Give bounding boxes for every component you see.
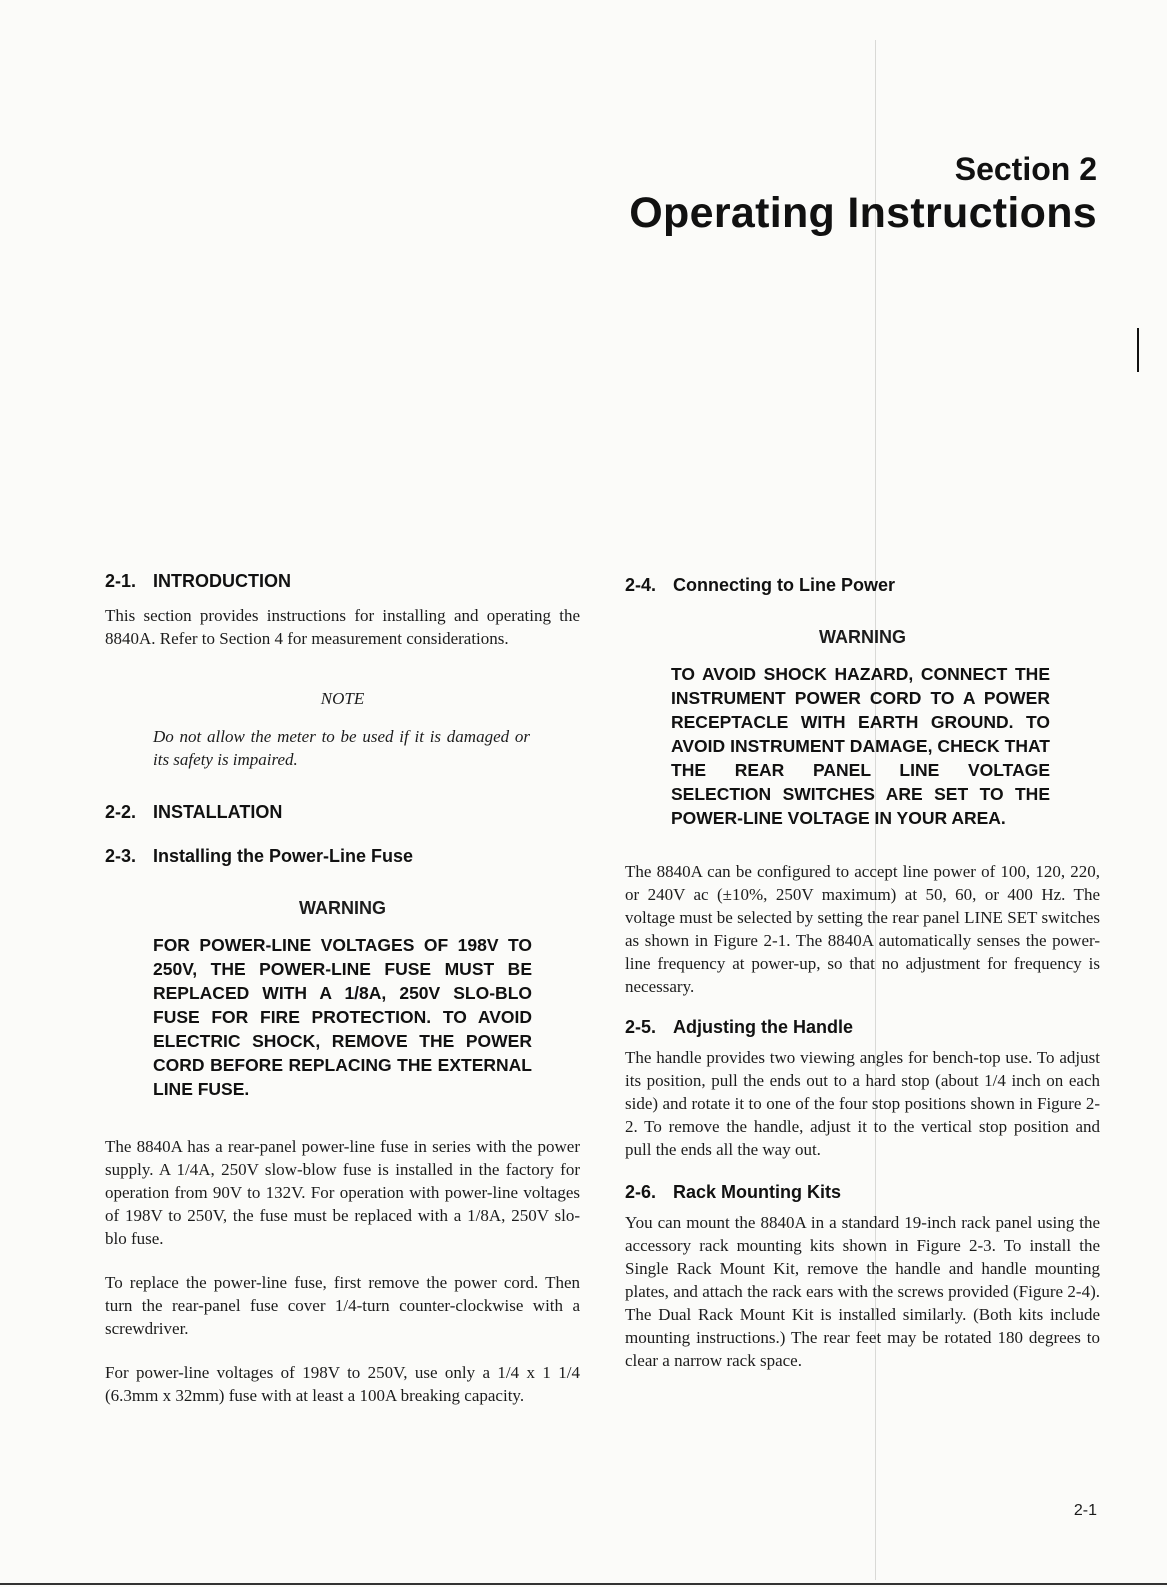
heading-number: 2-4.: [625, 575, 657, 595]
heading-number: 2-1.: [105, 571, 137, 591]
heading-text: Connecting to Line Power: [673, 575, 896, 595]
handle-heading: [625, 1016, 1100, 1038]
heading-text: Rack Mounting Kits: [673, 1182, 842, 1202]
section-header: [629, 150, 1097, 238]
handle-text: The handle provides two viewing angles for bench-top use. To adjust its position, pull the ends out to a hard stop (about 1/4 inch on each side) and rotate it to one of the four stop positions shown in Figure 2-2. To remove the handle, adjust it to the vertical stop position and pull the ends all the way out.: [625, 1048, 1100, 1159]
warning-title: WARNING: [299, 898, 386, 918]
page-number: 2-1: [1073, 1502, 1097, 1519]
warning-text: FOR POWER-LINE VOLTAGES OF 198V TO 250V, THE POWER-LINE FUSE MUST BE REPLACED WITH A 1/8A, 250V SLO-BLO FUSE FOR FIRE PROTECTION. TO AVOID ELECTRIC SHOCK, REMOVE THE POWER CORD BEFORE REPLACING THE EXTERNAL LINE FUSE.: [153, 935, 532, 1099]
power-line-fuse-heading: [105, 845, 580, 867]
warning-title: WARNING: [819, 627, 906, 647]
installation-heading: [105, 801, 580, 823]
fuse-paragraph-3: For power-line voltages of 198V to 250V, use only a 1/4 x 1 1/4 (6.3mm x 32mm) fuse with at least a 100A breaking capacity.: [105, 1363, 580, 1405]
heading-number: 2-2.: [105, 802, 137, 822]
rack-mounting-text: You can mount the 8840A in a standard 19-inch rack panel using the accessory rack mounting kits shown in Figure 2-3. To install the Single Rack Mount Kit, remove the handle and handle mounting plates, and attach the rack ears with the screws provided (Figure 2-4). The Dual Rack Mount Kit is installed similarly. (Both kits include mounting instructions.) The rear feet may be rotated 180 degrees to clear a narrow rack space.: [625, 1213, 1100, 1370]
rack-mounting-heading: [625, 1181, 1100, 1203]
heading-number: 2-5.: [625, 1017, 657, 1037]
section-number: Section 2: [954, 151, 1097, 187]
heading-text: Adjusting the Handle: [673, 1017, 853, 1037]
note-title: NOTE: [320, 689, 365, 708]
note-text: Do not allow the meter to be used if it is damaged or its safety is impaired.: [153, 727, 530, 769]
section-title: Operating Instructions: [629, 189, 1097, 237]
fuse-paragraph-1: The 8840A has a rear-panel power-line fuse in series with the power supply. A 1/4A, 250V slow-blow fuse is installed in the factory for operation from 90V to 132V. For operation with power-line voltages of 198V to 250V, the fuse must be replaced with a 1/8A, 250V slo-blo fuse.: [105, 1137, 580, 1248]
left-column: [105, 570, 580, 1407]
heading-number: 2-3.: [105, 846, 137, 866]
change-bar: [1137, 328, 1139, 372]
fuse-paragraph-2: To replace the power-line fuse, first remove the power cord. Then turn the rear-panel fuse cover 1/4-turn counter-clockwise with a screwdriver.: [105, 1273, 580, 1338]
right-column: [625, 574, 1100, 1372]
heading-text: Installing the Power-Line Fuse: [153, 846, 414, 866]
introduction-text: This section provides instructions for installing and operating the 8840A. Refer to Section 4 for measurement considerations.: [105, 606, 580, 648]
warning-text: TO AVOID SHOCK HAZARD, CONNECT THE INSTRUMENT POWER CORD TO A POWER RECEPTACLE WITH EARTH GROUND. TO AVOID INSTRUMENT DAMAGE, CHECK THAT THE REAR PANEL LINE VOLTAGE SELECTION SWITCHES ARE SET TO THE POWER-LINE VOLTAGE IN YOUR AREA.: [671, 664, 1050, 828]
heading-number: 2-6.: [625, 1182, 657, 1202]
bottom-edge-rule: [0, 1583, 1167, 1585]
line-power-heading: [625, 574, 1100, 596]
heading-text: INTRODUCTION: [153, 571, 291, 591]
line-power-text: The 8840A can be configured to accept line power of 100, 120, 220, or 240V ac (±10%, 250V maximum) at 50, 60, or 400 Hz. The voltage must be selected by setting the rear panel LINE SET switches as shown in Figure 2-1. The 8840A automatically senses the power-line frequency at power-up, so that no adjustment for frequency is necessary.: [625, 862, 1100, 996]
heading-text: INSTALLATION: [153, 802, 283, 822]
introduction-heading: [105, 570, 580, 592]
